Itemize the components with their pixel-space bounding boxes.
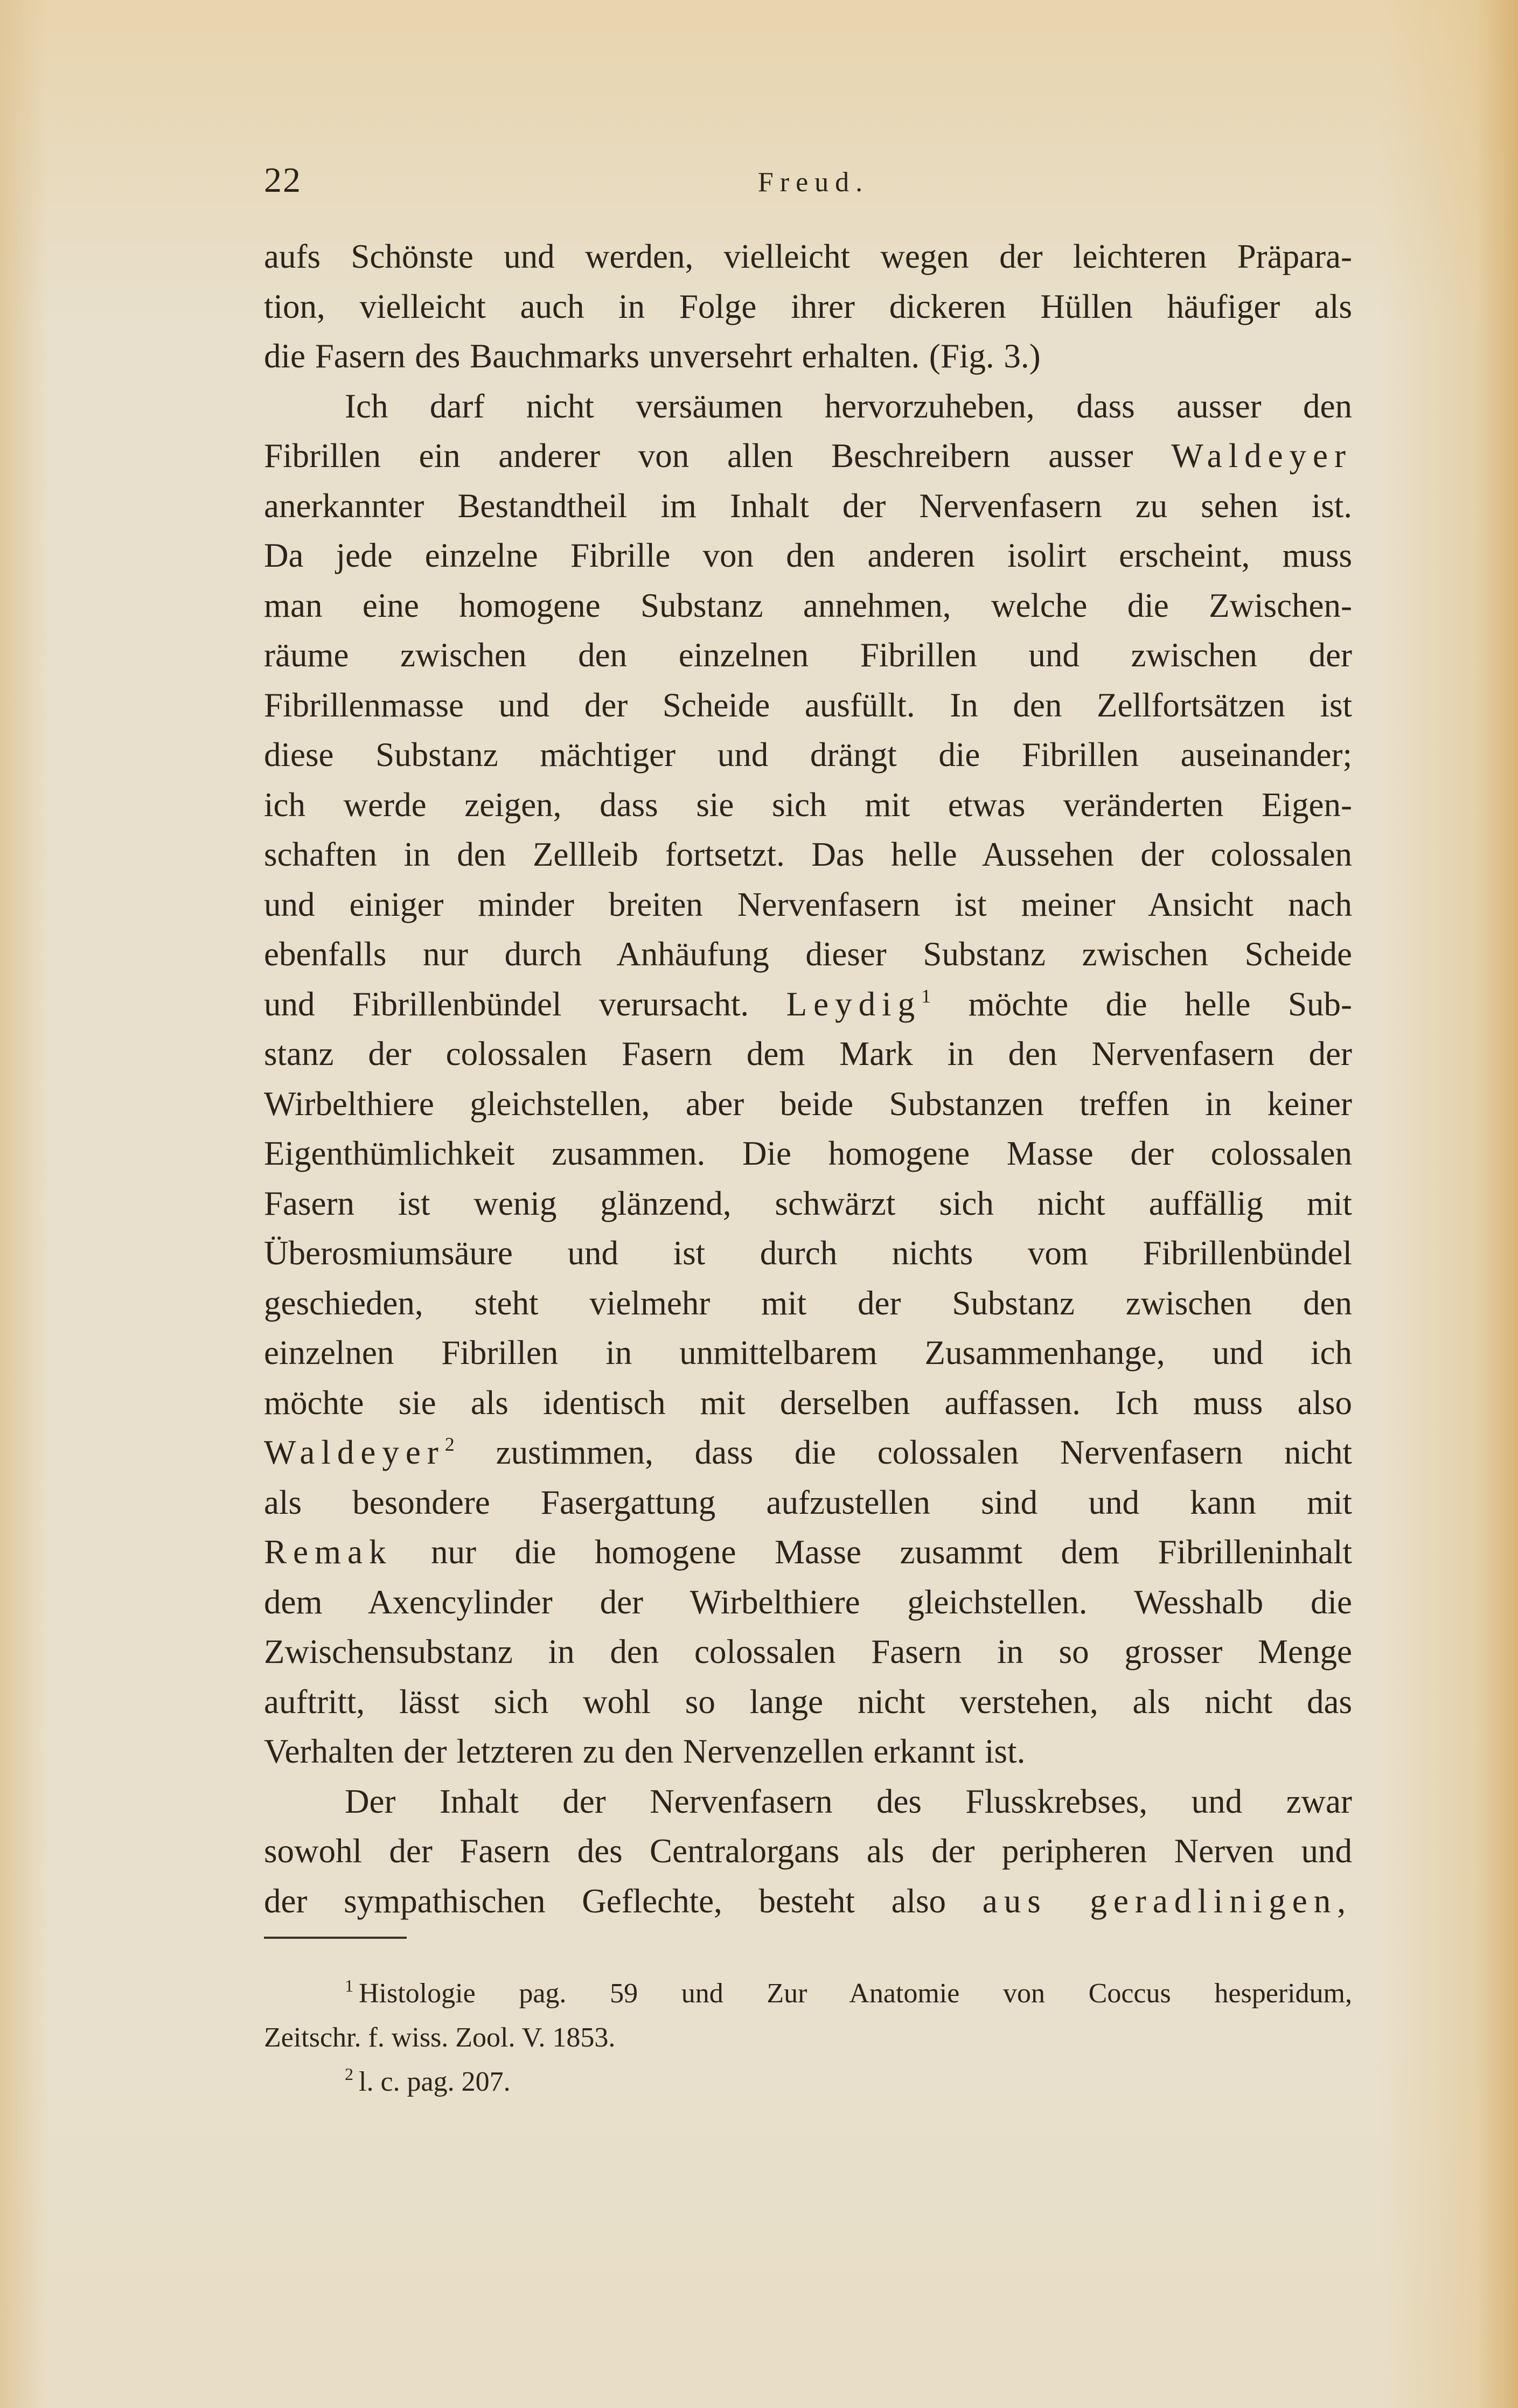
text-line: geschieden, steht vielmehr mit der Substanz zwischen den (264, 1284, 1352, 1322)
text-line: sowohl der Fasern des Centralorgans als der peripheren Nerven und (264, 1832, 1352, 1870)
author-name-leydig: Leydig (786, 985, 922, 1023)
text-line: anerkannter Bestandtheil im Inhalt der Nervenfasern zu sehen ist. (264, 486, 1352, 525)
footnote-ref-1[interactable]: 1 (921, 985, 931, 1007)
text-line (264, 431, 1352, 481)
text-line: stanz der colossalen Fasern dem Mark in den Nervenfasern der (264, 1035, 1352, 1073)
text-line: Überosmiumsäure und ist durch nichts vom Fibrillenbündel (264, 1234, 1352, 1272)
text-line: und einiger minder breiten Nervenfasern ist meiner Ansicht nach (264, 885, 1352, 923)
text-line: ich werde zeigen, dass sie sich mit etwas veränderten Eigen- (264, 785, 1352, 824)
text-fragment: und Fibrillenbündel verursacht. (264, 985, 749, 1023)
page-number: 22 (264, 161, 302, 200)
footnote-1-continuation: Zeitschr. f. wiss. Zool. V. 1853. (264, 2022, 616, 2053)
text-line: man eine homogene Substanz annehmen, welche die Zwischen- (264, 586, 1352, 624)
text-line: schaften in den Zellleib fortsetzt. Das helle Aussehen der colossalen (264, 836, 1352, 873)
text-fragment: möchte die helle Sub- (968, 985, 1352, 1023)
text-line: auftritt, lässt sich wohl so lange nicht verstehen, als nicht das (264, 1682, 1352, 1721)
footnote-marker: 1 (345, 1976, 353, 1995)
text-line: Fasern ist wenig glänzend, schwärzt sich nicht auffällig mit (264, 1184, 1352, 1222)
paragraph-start-line: Ich darf nicht versäumen hervorzuheben, dass ausser den (345, 387, 1352, 425)
author-name-waldeyer: Waldeyer (1171, 437, 1352, 475)
footnote-text: l. c. pag. 207. (359, 2066, 511, 2097)
text-line: Fibrillenmasse und der Scheide ausfüllt. In den Zellfortsätzen ist (264, 686, 1352, 724)
footnote-marker: 2 (345, 2064, 353, 2084)
text-line: Da jede einzelne Fibrille von den anderen isolirt erscheint, muss (264, 537, 1352, 574)
text-line: einzelnen Fibrillen in unmittelbarem Zusammenhange, und ich (264, 1334, 1352, 1372)
text-line: ebenfalls nur durch Anhäufung dieser Substanz zwischen Scheide (264, 935, 1352, 973)
running-head (264, 156, 1352, 205)
text-line: dem Axencylinder der Wirbelthiere gleichstellen. Wesshalb die (264, 1583, 1352, 1621)
emphasized-phrase: aus geradlinigen, (982, 1882, 1353, 1920)
body-text (264, 232, 1352, 1926)
footnote-text: Histologie pag. 59 und Zur Anatomie von Coccus hesperidum, (359, 1978, 1352, 2009)
text-line: aufs Schönste und werden, vielleicht wegen der leichteren Präpara- (264, 238, 1352, 275)
author-name-remak: Remak (264, 1533, 393, 1571)
text-fragment: nur die homogene Masse zusammt dem Fibrilleninhalt (431, 1533, 1353, 1571)
text-line: räume zwischen den einzelnen Fibrillen und zwischen der (264, 636, 1352, 674)
author-name-waldeyer: Waldeyer (264, 1433, 445, 1471)
text-fragment: der sympathischen Geflechte, besteht also (264, 1882, 946, 1920)
text-line: die Fasern des Bauchmarks unversehrt erhalten. (Fig. 3.) (264, 337, 1041, 375)
footnote-2 (264, 2060, 1352, 2104)
text-fragment: Fibrillen ein anderer von allen Beschreibern ausser (264, 437, 1133, 475)
text-line: Wirbelthiere gleichstellen, aber beide Substanzen treffen in keiner (264, 1084, 1352, 1123)
footnotes (264, 1972, 1352, 2104)
footnote-1 (264, 1972, 1352, 2016)
running-head-author: Freud. (757, 167, 869, 198)
text-line: als besondere Fasergattung aufzustellen sind und kann mit (264, 1483, 1352, 1521)
text-line: Eigenthümlichkeit zusammen. Die homogene Masse der colossalen (264, 1135, 1352, 1172)
text-line: Zwischensubstanz in den colossalen Fasern in so grosser Menge (264, 1633, 1352, 1671)
text-line: diese Substanz mächtiger und drängt die Fibrillen auseinander; (264, 736, 1352, 774)
text-fragment: zustimmen, dass die colossalen Nervenfasern nicht (496, 1433, 1352, 1471)
text-line: Verhalten der letzteren zu den Nervenzellen erkannt ist. (264, 1732, 1026, 1770)
paragraph-start-line: Der Inhalt der Nervenfasern des Flusskrebses, und zwar (345, 1782, 1352, 1820)
text-line (264, 1876, 1352, 1926)
footnote-divider (264, 1937, 407, 1939)
text-line (264, 1527, 1352, 1577)
text-line: tion, vielleicht auch in Folge ihrer dickeren Hüllen häufiger als (264, 287, 1352, 325)
text-line: möchte sie als identisch mit derselben auffassen. Ich muss also (264, 1383, 1352, 1422)
text-line (264, 1428, 1352, 1478)
text-line (264, 979, 1352, 1029)
footnote-ref-2[interactable]: 2 (444, 1433, 455, 1455)
